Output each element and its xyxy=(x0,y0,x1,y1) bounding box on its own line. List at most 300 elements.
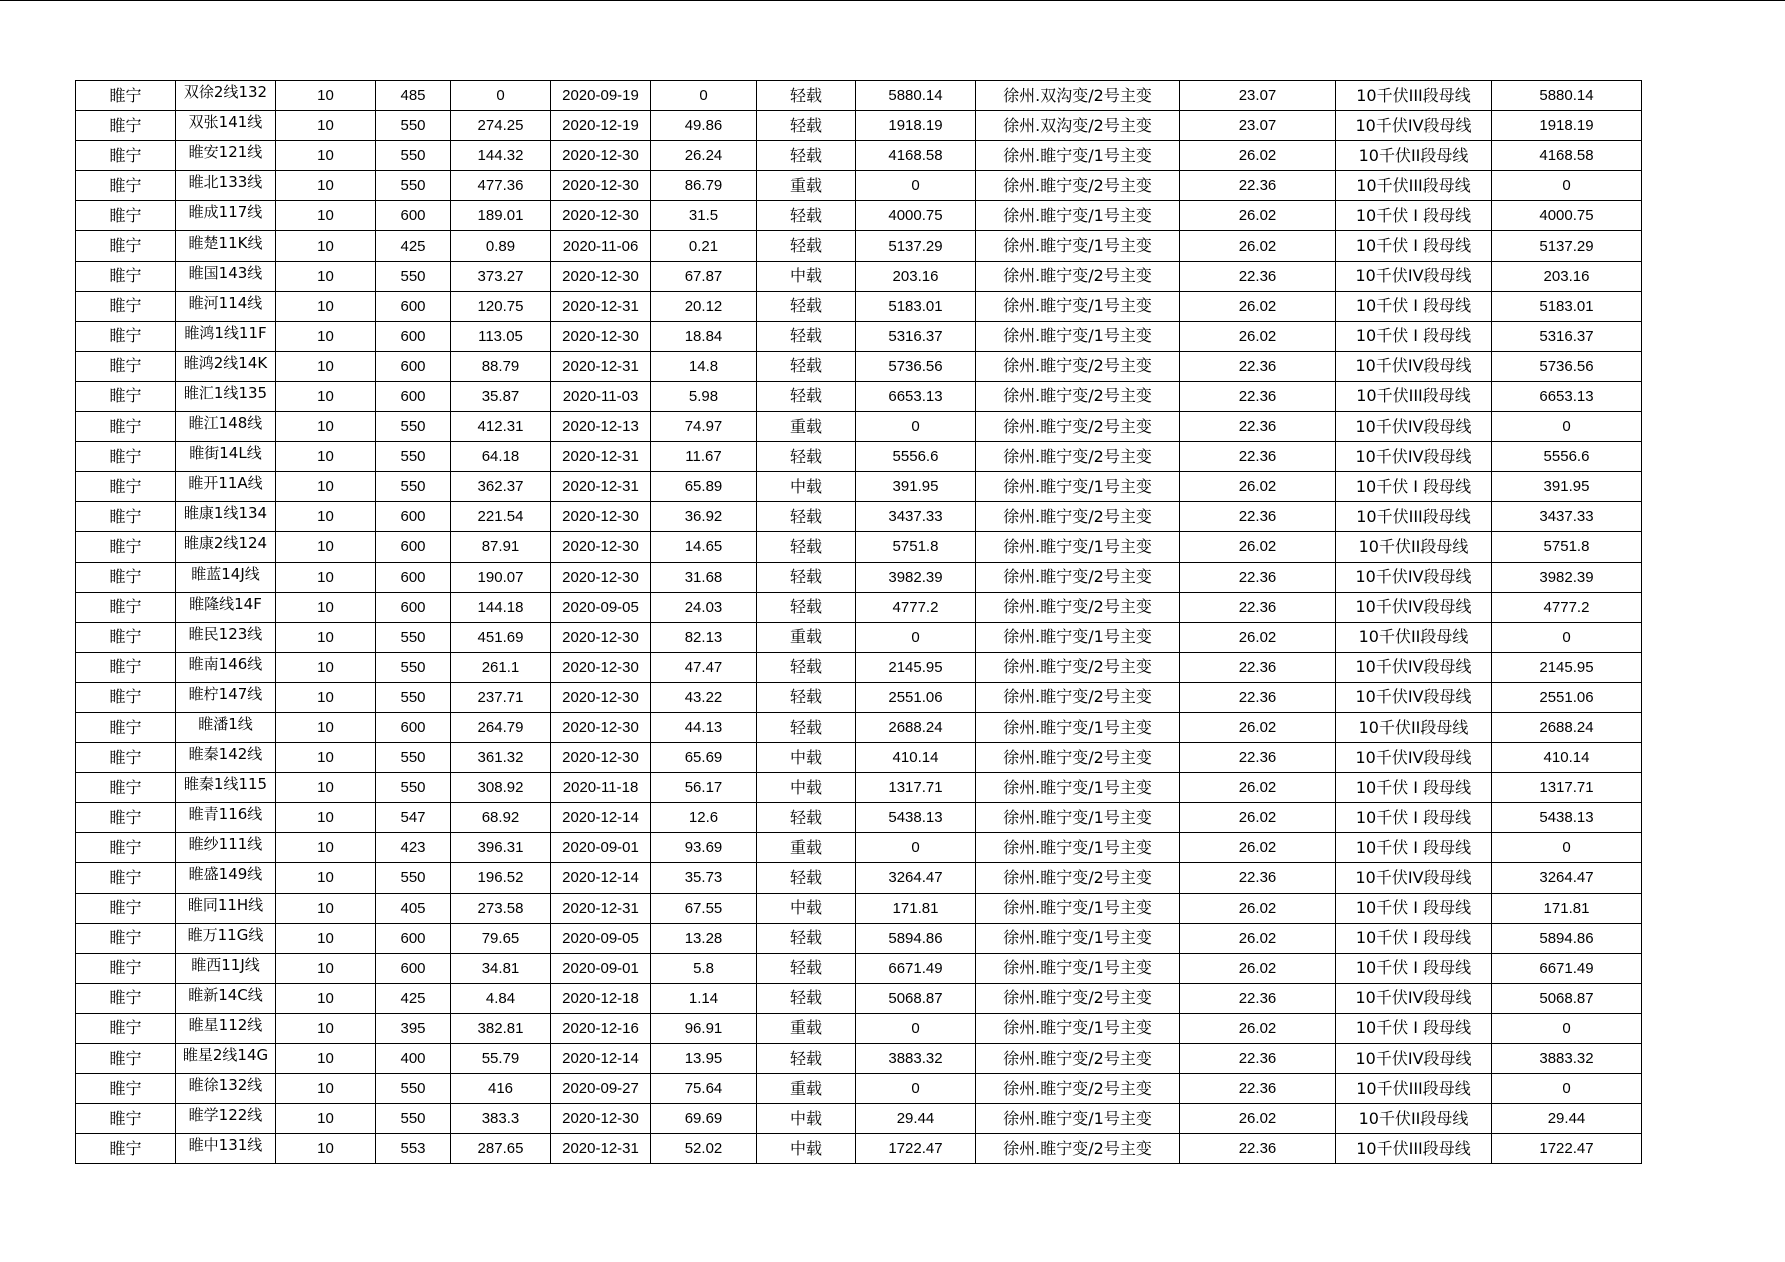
rated-capacity-cell: 600 xyxy=(376,321,451,351)
line-name-cell xyxy=(176,923,276,953)
transformer-load-rate-cell: 26.02 xyxy=(1180,201,1336,231)
table-row xyxy=(76,1134,1642,1164)
transformer-load-rate-cell: 22.36 xyxy=(1180,863,1336,893)
table-row xyxy=(76,622,1642,652)
busbar-cell: 10千伏 I 段母线 xyxy=(1336,773,1492,803)
load-status-cell: 重载 xyxy=(757,833,856,863)
transformer-load-rate-cell: 22.36 xyxy=(1180,1074,1336,1104)
substation-transformer-cell: 徐州.睢宁变/1号主变 xyxy=(976,953,1180,983)
date-cell: 2020-12-30 xyxy=(551,321,651,351)
available-capacity-cell: 29.44 xyxy=(856,1104,976,1134)
load-rate-cell: 14.65 xyxy=(651,532,757,562)
load-rate-cell: 96.91 xyxy=(651,1013,757,1043)
date-cell: 2020-12-31 xyxy=(551,291,651,321)
line-name-text: 双张141线 xyxy=(188,113,263,132)
line-name-cell xyxy=(176,712,276,742)
table-row xyxy=(76,652,1642,682)
open-capacity-cell: 2688.24 xyxy=(1492,712,1642,742)
transformer-load-rate-cell: 22.36 xyxy=(1180,592,1336,622)
transformer-load-rate-cell: 23.07 xyxy=(1180,81,1336,111)
available-capacity-cell: 0 xyxy=(856,1074,976,1104)
open-capacity-cell: 4168.58 xyxy=(1492,141,1642,171)
load-value-cell: 113.05 xyxy=(451,321,551,351)
substation-transformer-cell: 徐州.睢宁变/1号主变 xyxy=(976,231,1180,261)
load-value-cell: 79.65 xyxy=(451,923,551,953)
line-name-text: 睢安121线 xyxy=(188,143,263,162)
transformer-load-rate-cell: 22.36 xyxy=(1180,442,1336,472)
available-capacity-cell: 5751.8 xyxy=(856,532,976,562)
voltage-cell: 10 xyxy=(276,983,376,1013)
load-rate-cell: 24.03 xyxy=(651,592,757,622)
line-name-cell xyxy=(176,803,276,833)
substation-transformer-cell: 徐州.睢宁变/1号主变 xyxy=(976,291,1180,321)
voltage-cell: 10 xyxy=(276,893,376,923)
available-capacity-cell: 0 xyxy=(856,1013,976,1043)
load-value-cell: 264.79 xyxy=(451,712,551,742)
substation-transformer-cell: 徐州.睢宁变/1号主变 xyxy=(976,923,1180,953)
busbar-cell: 10千伏III段母线 xyxy=(1336,381,1492,411)
load-value-cell: 237.71 xyxy=(451,682,551,712)
voltage-cell: 10 xyxy=(276,1013,376,1043)
substation-transformer-cell: 徐州.睢宁变/1号主变 xyxy=(976,712,1180,742)
busbar-cell: 10千伏 I 段母线 xyxy=(1336,321,1492,351)
line-name-text: 睢蓝14J线 xyxy=(191,564,260,583)
line-name-text: 睢国143线 xyxy=(188,263,263,282)
voltage-cell: 10 xyxy=(276,201,376,231)
line-name-cell xyxy=(176,472,276,502)
line-name-text: 睢康2线124 xyxy=(183,534,268,553)
line-name-cell xyxy=(176,261,276,291)
transformer-load-rate-cell: 26.02 xyxy=(1180,622,1336,652)
available-capacity-cell: 5137.29 xyxy=(856,231,976,261)
transformer-load-rate-cell: 22.36 xyxy=(1180,682,1336,712)
voltage-cell: 10 xyxy=(276,472,376,502)
line-name-cell xyxy=(176,381,276,411)
line-name-cell xyxy=(176,953,276,983)
date-cell: 2020-09-05 xyxy=(551,592,651,622)
transformer-load-rate-cell: 26.02 xyxy=(1180,833,1336,863)
line-name-cell xyxy=(176,833,276,863)
date-cell: 2020-12-30 xyxy=(551,201,651,231)
busbar-cell: 10千伏IV段母线 xyxy=(1336,682,1492,712)
date-cell: 2020-12-31 xyxy=(551,442,651,472)
transformer-load-rate-cell: 22.36 xyxy=(1180,562,1336,592)
transformer-load-rate-cell: 23.07 xyxy=(1180,111,1336,141)
rated-capacity-cell: 600 xyxy=(376,712,451,742)
county-cell: 睢宁 xyxy=(76,231,176,261)
load-value-cell: 362.37 xyxy=(451,472,551,502)
date-cell: 2020-12-30 xyxy=(551,532,651,562)
county-cell: 睢宁 xyxy=(76,532,176,562)
table-row xyxy=(76,291,1642,321)
open-capacity-cell: 0 xyxy=(1492,622,1642,652)
load-value-cell: 412.31 xyxy=(451,412,551,442)
open-capacity-cell: 1317.71 xyxy=(1492,773,1642,803)
date-cell: 2020-11-06 xyxy=(551,231,651,261)
busbar-cell: 10千伏 I 段母线 xyxy=(1336,953,1492,983)
substation-transformer-cell: 徐州.睢宁变/1号主变 xyxy=(976,532,1180,562)
transformer-load-rate-cell: 26.02 xyxy=(1180,321,1336,351)
line-name-text: 睢鸿2线14K xyxy=(183,353,268,372)
substation-transformer-cell: 徐州.双沟变/2号主变 xyxy=(976,111,1180,141)
table-row xyxy=(76,1074,1642,1104)
county-cell: 睢宁 xyxy=(76,412,176,442)
rated-capacity-cell: 550 xyxy=(376,472,451,502)
line-name-text: 睢隆线14F xyxy=(189,594,262,613)
date-cell: 2020-12-31 xyxy=(551,1134,651,1164)
voltage-cell: 10 xyxy=(276,1104,376,1134)
available-capacity-cell: 5736.56 xyxy=(856,351,976,381)
load-rate-cell: 93.69 xyxy=(651,833,757,863)
table-row xyxy=(76,953,1642,983)
rated-capacity-cell: 547 xyxy=(376,803,451,833)
voltage-cell: 10 xyxy=(276,111,376,141)
load-value-cell: 189.01 xyxy=(451,201,551,231)
load-status-cell: 中载 xyxy=(757,743,856,773)
load-rate-cell: 43.22 xyxy=(651,682,757,712)
available-capacity-cell: 5068.87 xyxy=(856,983,976,1013)
table-row xyxy=(76,442,1642,472)
transformer-load-rate-cell: 22.36 xyxy=(1180,381,1336,411)
rated-capacity-cell: 425 xyxy=(376,983,451,1013)
load-value-cell: 34.81 xyxy=(451,953,551,983)
available-capacity-cell: 5438.13 xyxy=(856,803,976,833)
open-capacity-cell: 3437.33 xyxy=(1492,502,1642,532)
busbar-cell: 10千伏 I 段母线 xyxy=(1336,231,1492,261)
busbar-cell: 10千伏IV段母线 xyxy=(1336,412,1492,442)
available-capacity-cell: 3982.39 xyxy=(856,562,976,592)
available-capacity-cell: 3883.32 xyxy=(856,1044,976,1074)
date-cell: 2020-09-05 xyxy=(551,923,651,953)
load-value-cell: 416 xyxy=(451,1074,551,1104)
load-value-cell: 68.92 xyxy=(451,803,551,833)
busbar-cell: 10千伏IV段母线 xyxy=(1336,592,1492,622)
line-name-text: 睢开11A线 xyxy=(188,474,263,493)
data-table xyxy=(75,80,1642,1164)
substation-transformer-cell: 徐州.睢宁变/2号主变 xyxy=(976,1044,1180,1074)
line-name-text: 睢星2线14G xyxy=(182,1046,269,1065)
table-row xyxy=(76,1044,1642,1074)
county-cell: 睢宁 xyxy=(76,81,176,111)
date-cell: 2020-12-14 xyxy=(551,1044,651,1074)
open-capacity-cell: 203.16 xyxy=(1492,261,1642,291)
load-rate-cell: 52.02 xyxy=(651,1134,757,1164)
load-rate-cell: 26.24 xyxy=(651,141,757,171)
load-status-cell: 轻载 xyxy=(757,712,856,742)
county-cell: 睢宁 xyxy=(76,502,176,532)
load-rate-cell: 20.12 xyxy=(651,291,757,321)
county-cell: 睢宁 xyxy=(76,261,176,291)
substation-transformer-cell: 徐州.睢宁变/2号主变 xyxy=(976,381,1180,411)
line-name-cell xyxy=(176,171,276,201)
line-name-text: 睢星112线 xyxy=(188,1015,263,1034)
rated-capacity-cell: 600 xyxy=(376,201,451,231)
load-status-cell: 轻载 xyxy=(757,652,856,682)
substation-transformer-cell: 徐州.睢宁变/1号主变 xyxy=(976,472,1180,502)
transformer-load-rate-cell: 26.02 xyxy=(1180,893,1336,923)
rated-capacity-cell: 600 xyxy=(376,532,451,562)
rated-capacity-cell: 550 xyxy=(376,863,451,893)
transformer-load-rate-cell: 26.02 xyxy=(1180,953,1336,983)
load-value-cell: 383.3 xyxy=(451,1104,551,1134)
line-name-cell xyxy=(176,111,276,141)
line-name-cell xyxy=(176,1134,276,1164)
load-status-cell: 轻载 xyxy=(757,983,856,1013)
open-capacity-cell: 5736.56 xyxy=(1492,351,1642,381)
county-cell: 睢宁 xyxy=(76,1074,176,1104)
open-capacity-cell: 1918.19 xyxy=(1492,111,1642,141)
load-status-cell: 轻载 xyxy=(757,502,856,532)
transformer-load-rate-cell: 22.36 xyxy=(1180,983,1336,1013)
date-cell: 2020-11-03 xyxy=(551,381,651,411)
open-capacity-cell: 4000.75 xyxy=(1492,201,1642,231)
voltage-cell: 10 xyxy=(276,863,376,893)
line-name-text: 双徐2线132 xyxy=(183,83,268,102)
table-row xyxy=(76,412,1642,442)
load-status-cell: 轻载 xyxy=(757,141,856,171)
table-row xyxy=(76,532,1642,562)
table-row xyxy=(76,983,1642,1013)
substation-transformer-cell: 徐州.睢宁变/2号主变 xyxy=(976,863,1180,893)
substation-transformer-cell: 徐州.睢宁变/2号主变 xyxy=(976,412,1180,442)
county-cell: 睢宁 xyxy=(76,923,176,953)
available-capacity-cell: 6653.13 xyxy=(856,381,976,411)
substation-transformer-cell: 徐州.双沟变/2号主变 xyxy=(976,81,1180,111)
table-row xyxy=(76,351,1642,381)
line-name-cell xyxy=(176,562,276,592)
load-rate-cell: 0 xyxy=(651,81,757,111)
load-status-cell: 重载 xyxy=(757,171,856,201)
available-capacity-cell: 410.14 xyxy=(856,743,976,773)
load-rate-cell: 49.86 xyxy=(651,111,757,141)
county-cell: 睢宁 xyxy=(76,562,176,592)
load-status-cell: 轻载 xyxy=(757,532,856,562)
line-name-text: 睢北133线 xyxy=(188,173,263,192)
line-name-text: 睢康1线134 xyxy=(183,504,268,523)
transformer-load-rate-cell: 26.02 xyxy=(1180,923,1336,953)
county-cell: 睢宁 xyxy=(76,1134,176,1164)
voltage-cell: 10 xyxy=(276,833,376,863)
date-cell: 2020-12-30 xyxy=(551,562,651,592)
date-cell: 2020-09-27 xyxy=(551,1074,651,1104)
rated-capacity-cell: 600 xyxy=(376,351,451,381)
substation-transformer-cell: 徐州.睢宁变/2号主变 xyxy=(976,1074,1180,1104)
open-capacity-cell: 171.81 xyxy=(1492,893,1642,923)
date-cell: 2020-12-30 xyxy=(551,622,651,652)
line-name-cell xyxy=(176,532,276,562)
line-name-text: 睢汇1线135 xyxy=(183,383,268,402)
open-capacity-cell: 29.44 xyxy=(1492,1104,1642,1134)
table-row xyxy=(76,562,1642,592)
load-status-cell: 重载 xyxy=(757,1074,856,1104)
load-rate-cell: 13.28 xyxy=(651,923,757,953)
available-capacity-cell: 1918.19 xyxy=(856,111,976,141)
load-status-cell: 中载 xyxy=(757,773,856,803)
table-row xyxy=(76,321,1642,351)
open-capacity-cell: 5183.01 xyxy=(1492,291,1642,321)
busbar-cell: 10千伏IV段母线 xyxy=(1336,863,1492,893)
line-name-cell xyxy=(176,893,276,923)
county-cell: 睢宁 xyxy=(76,1044,176,1074)
load-status-cell: 轻载 xyxy=(757,381,856,411)
available-capacity-cell: 0 xyxy=(856,622,976,652)
rated-capacity-cell: 600 xyxy=(376,291,451,321)
available-capacity-cell: 6671.49 xyxy=(856,953,976,983)
load-rate-cell: 75.64 xyxy=(651,1074,757,1104)
available-capacity-cell: 5316.37 xyxy=(856,321,976,351)
load-value-cell: 396.31 xyxy=(451,833,551,863)
transformer-load-rate-cell: 26.02 xyxy=(1180,712,1336,742)
table-row xyxy=(76,1013,1642,1043)
voltage-cell: 10 xyxy=(276,562,376,592)
open-capacity-cell: 4777.2 xyxy=(1492,592,1642,622)
open-capacity-cell: 5880.14 xyxy=(1492,81,1642,111)
busbar-cell: 10千伏IV段母线 xyxy=(1336,983,1492,1013)
load-rate-cell: 69.69 xyxy=(651,1104,757,1134)
open-capacity-cell: 5438.13 xyxy=(1492,803,1642,833)
busbar-cell: 10千伏II段母线 xyxy=(1336,141,1492,171)
busbar-cell: 10千伏II段母线 xyxy=(1336,622,1492,652)
available-capacity-cell: 5556.6 xyxy=(856,442,976,472)
date-cell: 2020-12-30 xyxy=(551,712,651,742)
line-name-cell xyxy=(176,141,276,171)
voltage-cell: 10 xyxy=(276,442,376,472)
available-capacity-cell: 0 xyxy=(856,412,976,442)
county-cell: 睢宁 xyxy=(76,1013,176,1043)
rated-capacity-cell: 550 xyxy=(376,622,451,652)
substation-transformer-cell: 徐州.睢宁变/1号主变 xyxy=(976,1013,1180,1043)
load-rate-cell: 86.79 xyxy=(651,171,757,201)
open-capacity-cell: 0 xyxy=(1492,171,1642,201)
load-status-cell: 轻载 xyxy=(757,803,856,833)
available-capacity-cell: 3437.33 xyxy=(856,502,976,532)
table-row xyxy=(76,863,1642,893)
open-capacity-cell: 5137.29 xyxy=(1492,231,1642,261)
busbar-cell: 10千伏III段母线 xyxy=(1336,81,1492,111)
county-cell: 睢宁 xyxy=(76,201,176,231)
table-row xyxy=(76,923,1642,953)
load-rate-cell: 14.8 xyxy=(651,351,757,381)
load-rate-cell: 74.97 xyxy=(651,412,757,442)
table-row xyxy=(76,803,1642,833)
load-rate-cell: 5.98 xyxy=(651,381,757,411)
busbar-cell: 10千伏IV段母线 xyxy=(1336,261,1492,291)
county-cell: 睢宁 xyxy=(76,712,176,742)
load-value-cell: 87.91 xyxy=(451,532,551,562)
load-rate-cell: 82.13 xyxy=(651,622,757,652)
open-capacity-cell: 5751.8 xyxy=(1492,532,1642,562)
available-capacity-cell: 5894.86 xyxy=(856,923,976,953)
line-name-cell xyxy=(176,743,276,773)
load-rate-cell: 56.17 xyxy=(651,773,757,803)
table-row xyxy=(76,231,1642,261)
load-rate-cell: 47.47 xyxy=(651,652,757,682)
busbar-cell: 10千伏IV段母线 xyxy=(1336,442,1492,472)
line-name-cell xyxy=(176,321,276,351)
date-cell: 2020-12-19 xyxy=(551,111,651,141)
busbar-cell: 10千伏IV段母线 xyxy=(1336,351,1492,381)
substation-transformer-cell: 徐州.睢宁变/2号主变 xyxy=(976,562,1180,592)
available-capacity-cell: 171.81 xyxy=(856,893,976,923)
date-cell: 2020-12-16 xyxy=(551,1013,651,1043)
load-status-cell: 重载 xyxy=(757,1013,856,1043)
substation-transformer-cell: 徐州.睢宁变/2号主变 xyxy=(976,171,1180,201)
substation-transformer-cell: 徐州.睢宁变/2号主变 xyxy=(976,442,1180,472)
substation-transformer-cell: 徐州.睢宁变/1号主变 xyxy=(976,141,1180,171)
rated-capacity-cell: 400 xyxy=(376,1044,451,1074)
open-capacity-cell: 0 xyxy=(1492,1013,1642,1043)
line-name-cell xyxy=(176,442,276,472)
load-rate-cell: 18.84 xyxy=(651,321,757,351)
open-capacity-cell: 2551.06 xyxy=(1492,682,1642,712)
voltage-cell: 10 xyxy=(276,291,376,321)
load-value-cell: 190.07 xyxy=(451,562,551,592)
available-capacity-cell: 1317.71 xyxy=(856,773,976,803)
line-name-cell xyxy=(176,502,276,532)
substation-transformer-cell: 徐州.睢宁变/2号主变 xyxy=(976,743,1180,773)
available-capacity-cell: 4777.2 xyxy=(856,592,976,622)
county-cell: 睢宁 xyxy=(76,893,176,923)
line-name-cell xyxy=(176,592,276,622)
load-rate-cell: 44.13 xyxy=(651,712,757,742)
line-name-text: 睢盛149线 xyxy=(188,865,263,884)
load-status-cell: 轻载 xyxy=(757,81,856,111)
available-capacity-cell: 2145.95 xyxy=(856,652,976,682)
busbar-cell: 10千伏 I 段母线 xyxy=(1336,1013,1492,1043)
load-value-cell: 477.36 xyxy=(451,171,551,201)
voltage-cell: 10 xyxy=(276,592,376,622)
line-name-text: 睢楚11K线 xyxy=(188,233,263,252)
transformer-load-rate-cell: 22.36 xyxy=(1180,1044,1336,1074)
load-status-cell: 轻载 xyxy=(757,291,856,321)
available-capacity-cell: 4168.58 xyxy=(856,141,976,171)
transformer-load-rate-cell: 26.02 xyxy=(1180,1104,1336,1134)
table-row xyxy=(76,833,1642,863)
line-name-cell xyxy=(176,652,276,682)
rated-capacity-cell: 550 xyxy=(376,442,451,472)
county-cell: 睢宁 xyxy=(76,321,176,351)
load-value-cell: 120.75 xyxy=(451,291,551,321)
available-capacity-cell: 5880.14 xyxy=(856,81,976,111)
line-name-text: 睢万11G线 xyxy=(187,925,264,944)
county-cell: 睢宁 xyxy=(76,863,176,893)
transformer-load-rate-cell: 26.02 xyxy=(1180,291,1336,321)
busbar-cell: 10千伏II段母线 xyxy=(1336,1104,1492,1134)
available-capacity-cell: 2688.24 xyxy=(856,712,976,742)
rated-capacity-cell: 550 xyxy=(376,412,451,442)
county-cell: 睢宁 xyxy=(76,442,176,472)
load-rate-cell: 12.6 xyxy=(651,803,757,833)
table-row xyxy=(76,201,1642,231)
transformer-load-rate-cell: 26.02 xyxy=(1180,231,1336,261)
county-cell: 睢宁 xyxy=(76,773,176,803)
substation-transformer-cell: 徐州.睢宁变/2号主变 xyxy=(976,983,1180,1013)
substation-transformer-cell: 徐州.睢宁变/2号主变 xyxy=(976,652,1180,682)
transformer-load-rate-cell: 22.36 xyxy=(1180,412,1336,442)
load-value-cell: 64.18 xyxy=(451,442,551,472)
load-value-cell: 196.52 xyxy=(451,863,551,893)
load-rate-cell: 13.95 xyxy=(651,1044,757,1074)
rated-capacity-cell: 553 xyxy=(376,1134,451,1164)
voltage-cell: 10 xyxy=(276,81,376,111)
rated-capacity-cell: 550 xyxy=(376,652,451,682)
county-cell: 睢宁 xyxy=(76,381,176,411)
load-rate-cell: 31.68 xyxy=(651,562,757,592)
date-cell: 2020-09-19 xyxy=(551,81,651,111)
rated-capacity-cell: 600 xyxy=(376,953,451,983)
county-cell: 睢宁 xyxy=(76,1104,176,1134)
load-status-cell: 轻载 xyxy=(757,111,856,141)
